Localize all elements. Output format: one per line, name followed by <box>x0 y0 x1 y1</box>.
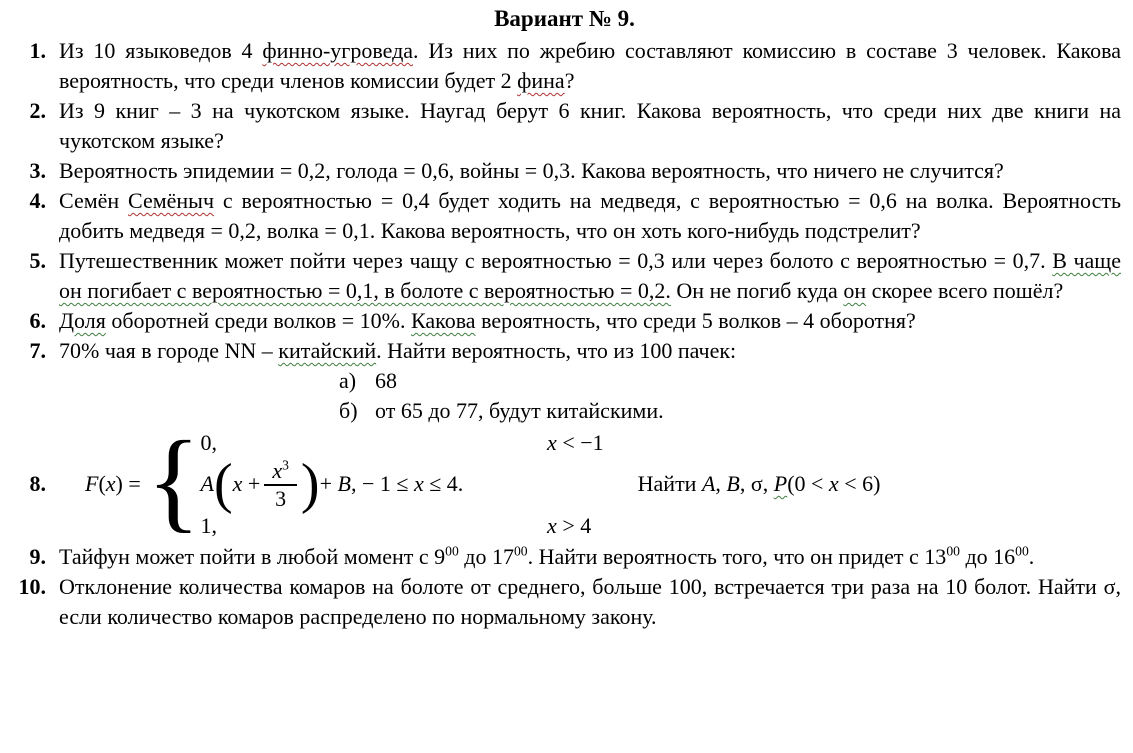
text-segment: + <box>319 471 338 496</box>
text-segment: ? <box>564 68 575 93</box>
problem-number: 1. <box>29 38 46 63</box>
problem-statement <box>59 248 1121 303</box>
problem-number: 10. <box>18 574 46 599</box>
text-segment: 00 <box>1015 543 1029 559</box>
problem-number: 5. <box>29 248 46 273</box>
text-segment: он <box>843 278 867 303</box>
text-segment: с вероятностью = 0,4 будет ходить на медведя, с вероятностью = 0,6 на волка. Вероятность добить медведя = 0,2, волка = 0,1. Какова вероятность, что он хоть кого-нибудь подстрелит? <box>59 188 1121 243</box>
problem-item-4 <box>8 186 1121 246</box>
text-segment: (0 < <box>787 471 829 496</box>
problem-item-6 <box>8 306 1121 336</box>
text-segment: Семёныч <box>128 188 215 213</box>
problem-text <box>59 96 1121 156</box>
problem-statement <box>59 38 1121 93</box>
problem-number: 2. <box>29 98 46 123</box>
case-2-coefficient <box>201 469 214 499</box>
fraction-numerator <box>264 458 297 486</box>
problem-text <box>59 572 1121 632</box>
fraction-denominator <box>275 486 286 511</box>
text-segment: A <box>701 471 716 496</box>
text-segment: x <box>828 471 839 496</box>
text-segment: Путешественник может пойти через чащу с вероятностью = 0,3 или через болото с вероятностью = 0,7. <box>59 248 1053 273</box>
problem-number: 9. <box>29 544 46 569</box>
text-segment: B <box>726 471 740 496</box>
text-segment: , <box>715 471 727 496</box>
text-segment: x <box>547 512 557 538</box>
case-1-condition <box>547 428 604 458</box>
close-paren: ) <box>300 452 320 515</box>
text-segment: Тайфун может пойти в любой момент с 9 <box>59 544 446 569</box>
problem-text <box>59 306 1121 336</box>
problem-statement <box>59 98 1121 153</box>
problem-number: 3. <box>29 158 46 183</box>
text-segment: , − 1 ≤ <box>350 471 414 496</box>
text-segment: В чаще он погибает с вероятностью = 0,1, в болоте с вероятностью = 0,2. <box>59 248 1121 303</box>
problem-statement <box>59 574 1121 629</box>
problem-statement <box>59 544 1034 569</box>
sub-item-label: б) <box>339 398 358 423</box>
page-title: Вариант № 9. <box>494 6 635 31</box>
function-lhs <box>85 469 141 499</box>
piecewise-formula <box>59 419 1121 544</box>
case-2-tail <box>320 469 464 499</box>
case-row-2 <box>200 452 604 515</box>
problem-text <box>59 246 1121 306</box>
text-segment: финно-угроведа <box>262 38 414 63</box>
problem-statement <box>59 188 1121 243</box>
text-segment: F <box>85 471 99 496</box>
text-segment: < 6) <box>838 471 881 496</box>
text-segment: 70% чая в городе NN – <box>59 338 279 363</box>
problem-item-7 <box>8 336 1121 426</box>
text-segment: . Найти вероятность того, что он придет с 13 <box>527 544 947 569</box>
problem-statement <box>59 158 1004 183</box>
problem-item-9 <box>8 542 1121 572</box>
text-segment: Из 9 книг – 3 на чукотском языке. Наугад берут 6 книг. Какова вероятность, что среди них две книги на чукотском языке? <box>59 98 1121 153</box>
problem-text <box>59 419 1121 544</box>
text-segment: x <box>413 471 424 496</box>
text-segment: . <box>1028 544 1035 569</box>
problem-statement <box>59 338 736 363</box>
case-3-condition <box>547 511 591 541</box>
problem-statement <box>59 308 916 333</box>
text-segment: фина <box>517 68 565 93</box>
text-segment: P <box>773 471 788 496</box>
text-segment: x <box>547 429 557 455</box>
text-segment: китайский <box>278 338 377 363</box>
text-segment: > 4 <box>556 512 592 538</box>
text-segment: A <box>200 471 214 496</box>
text-segment: 00 <box>445 543 459 559</box>
text-segment: Доля <box>59 308 106 333</box>
text-segment: Какова <box>410 308 476 333</box>
text-segment: 3 <box>275 485 287 511</box>
text-segment: x <box>272 457 283 483</box>
text-segment: Он не погиб куда <box>670 278 844 303</box>
text-segment: x <box>232 471 243 496</box>
text-segment: ( <box>98 471 106 496</box>
problem-number: 4. <box>29 188 46 213</box>
problem-text <box>59 36 1121 96</box>
text-segment: Семён <box>59 188 129 213</box>
formula-cases <box>201 428 604 540</box>
open-paren: ( <box>214 452 233 515</box>
problem-text <box>59 186 1121 246</box>
text-segment: Найти <box>637 471 702 496</box>
problem-number: 7. <box>29 338 46 363</box>
text-segment: 1, <box>200 512 218 538</box>
text-segment: ) = <box>115 471 141 496</box>
text-segment: вероятность, что среди 5 волков – 4 оборотня? <box>475 308 916 333</box>
problem-item-1 <box>8 36 1121 96</box>
text-segment: 0, <box>200 429 218 455</box>
text-segment: 00 <box>946 543 960 559</box>
case-row-1 <box>201 428 604 457</box>
problem-item-5 <box>8 246 1121 306</box>
text-segment: , σ, <box>739 471 774 496</box>
text-segment: 3 <box>282 457 289 473</box>
text-segment: x <box>105 471 116 496</box>
curly-brace: { <box>146 419 201 544</box>
text-segment: оборотней среди волков = 10%. <box>105 308 411 333</box>
case-3-value <box>201 511 218 541</box>
problem-text <box>59 542 1121 572</box>
problem-number: 6. <box>29 308 46 333</box>
sub-item <box>59 366 1121 396</box>
sub-item-text: от 65 до 77, будут китайскими. <box>375 398 664 423</box>
formula-task <box>638 469 881 499</box>
text-segment: . Из них по жребию составляют комиссию в составе 3 человек. Какова вероятность, что среди членов комиссии будет 2 <box>59 38 1121 93</box>
text-segment: < −1 <box>556 429 604 455</box>
text-segment: . Найти вероятность, что из 100 пачек: <box>376 338 737 363</box>
text-segment: Отклонение количества комаров на болоте от среднего, больше 100, встречается три раза на 10 болот. Найти σ, если количество комаров распределено по нормальному закону. <box>59 574 1121 629</box>
problem-item-10 <box>8 572 1121 632</box>
text-segment: скорее всего пошёл? <box>866 278 1064 303</box>
case-2-inner-left <box>233 469 261 499</box>
problem-item-3 <box>8 156 1121 186</box>
fraction <box>264 458 297 511</box>
text-segment: Из 10 языковедов 4 <box>59 38 263 63</box>
problem-list <box>8 36 1121 632</box>
problem-number: 8. <box>29 471 46 496</box>
sub-item-text: 68 <box>375 368 397 393</box>
text-segment: 00 <box>513 543 528 559</box>
problem-text <box>59 336 1121 426</box>
text-segment: до 17 <box>458 544 514 569</box>
sub-item <box>59 396 1121 426</box>
case-row-3 <box>201 511 604 540</box>
text-segment: + <box>242 471 261 496</box>
sub-item-label: а) <box>339 368 357 393</box>
text-segment: до 16 <box>959 544 1016 569</box>
problem-text <box>59 156 1121 186</box>
text-segment: Вероятность эпидемии = 0,2, голода = 0,6, войны = 0,3. Какова вероятность, что ничего не случится? <box>59 158 1004 183</box>
text-segment: ≤ 4. <box>423 471 464 496</box>
text-segment: B <box>337 471 351 496</box>
problem-item-2 <box>8 96 1121 156</box>
problem-item-8 <box>8 419 1121 544</box>
